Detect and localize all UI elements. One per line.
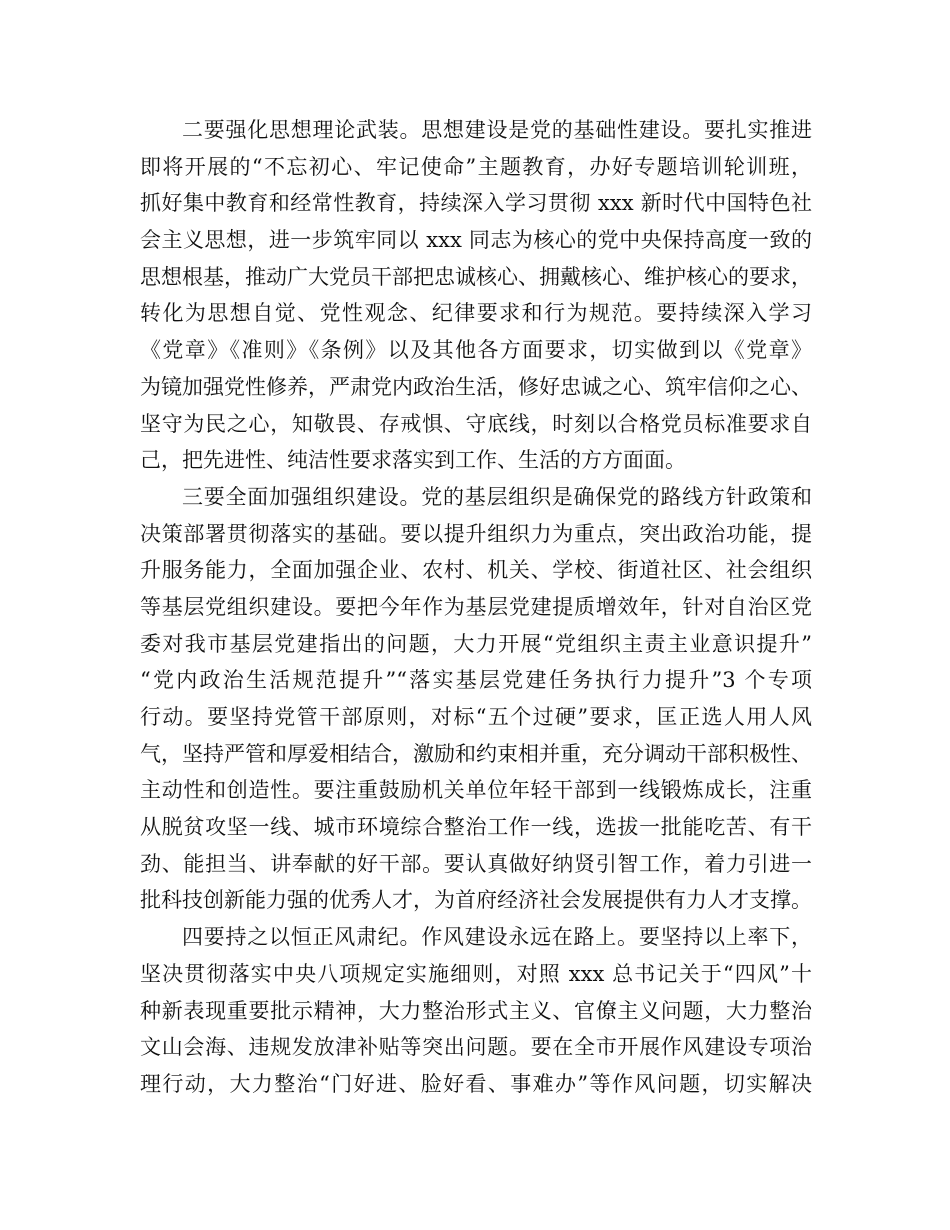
text-line: 行动。要坚持党管干部原则，对标“五个过硬”要求，匡正选人用人风 xyxy=(140,705,812,729)
text-line: 思想根基，推动广大党员干部把忠诚核心、拥戴核心、维护核心的要求， xyxy=(140,264,812,289)
paragraph-3 xyxy=(140,479,812,919)
text-line: 坚守为民之心，知敬畏、存戒惧、守底线，时刻以合格党员标准要求自 xyxy=(140,411,812,436)
text-line: 种新表现重要批示精神，大力整治形式主义、官僚主义问题，大力整治 xyxy=(140,998,812,1023)
text-line: 决策部署贯彻落实的基础。要以提升组织力为重点，突出政治功能，提 xyxy=(140,521,812,546)
text-line: 抓好集中教育和经常性教育，持续深入学习贯彻 xxx 新时代中国特色社 xyxy=(140,191,812,216)
text-line: 主动性和创造性。要注重鼓励机关单位年轻干部到一线锻炼成长，注重 xyxy=(140,778,812,803)
text-line: 会主义思想，进一步筑牢同以 xxx 同志为核心的党中央保持高度一致的 xyxy=(140,228,812,253)
text-line: 坚决贯彻落实中央八项规定实施细则，对照 xxx 总书记关于“四风”十 xyxy=(140,961,812,986)
text-line: 升服务能力，全面加强企业、农村、机关、学校、街道社区、社会组织 xyxy=(140,558,812,583)
text-line: 等基层党组织建设。要把今年作为基层党建提质增效年，针对自治区党 xyxy=(140,594,812,619)
text-line: 二要强化思想理论武装。思想建设是党的基础性建设。要扎实推进 xyxy=(182,118,812,142)
text-line: 批科技创新能力强的优秀人才，为首府经济社会发展提供有力人才支撑。 xyxy=(140,888,812,913)
text-line: 气，坚持严管和厚爱相结合，激励和约束相并重，充分调动干部积极性、 xyxy=(140,741,812,766)
text-line: 理行动，大力整治“门好进、脸好看、事难办”等作风问题，切实解决 xyxy=(140,1071,812,1096)
text-line: 从脱贫攻坚一线、城市环境综合整治工作一线，选拔一批能吃苦、有干 xyxy=(140,815,812,840)
text-line: 劲、能担当、讲奉献的好干部。要认真做好纳贤引智工作，着力引进一 xyxy=(140,851,812,876)
text-line: 委对我市基层党建指出的问题，大力开展“党组织主责主业意识提升” xyxy=(140,631,812,656)
text-line: “党内政治生活规范提升”“落实基层党建任务执行力提升”3 个专项 xyxy=(140,668,812,693)
paragraph-4 xyxy=(140,919,812,1102)
text-line: 四要持之以恒正风肃纪。作风建设永远在路上。要坚持以上率下， xyxy=(182,925,812,950)
text-line: 《党章》《准则》《条例》以及其他各方面要求，切实做到以《党章》 xyxy=(140,338,812,363)
text-line: 为镜加强党性修养，严肃党内政治生活，修好忠诚之心、筑牢信仰之心、 xyxy=(140,374,812,399)
text-line: 转化为思想自觉、党性观念、纪律要求和行为规范。要持续深入学习 xyxy=(140,301,812,326)
text-line: 三要全面加强组织建设。党的基层组织是确保党的路线方针政策和 xyxy=(182,484,812,509)
document-body xyxy=(140,112,812,1103)
text-line: 即将开展的“不忘初心、牢记使命”主题教育，办好专题培训轮训班， xyxy=(140,154,812,179)
text-line: 己，把先进性、纯洁性要求落实到工作、生活的方方面面。 xyxy=(140,448,686,473)
paragraph-2 xyxy=(140,112,812,479)
text-line: 文山会海、违规发放津补贴等突出问题。要在全市开展作风建设专项治 xyxy=(140,1035,812,1060)
